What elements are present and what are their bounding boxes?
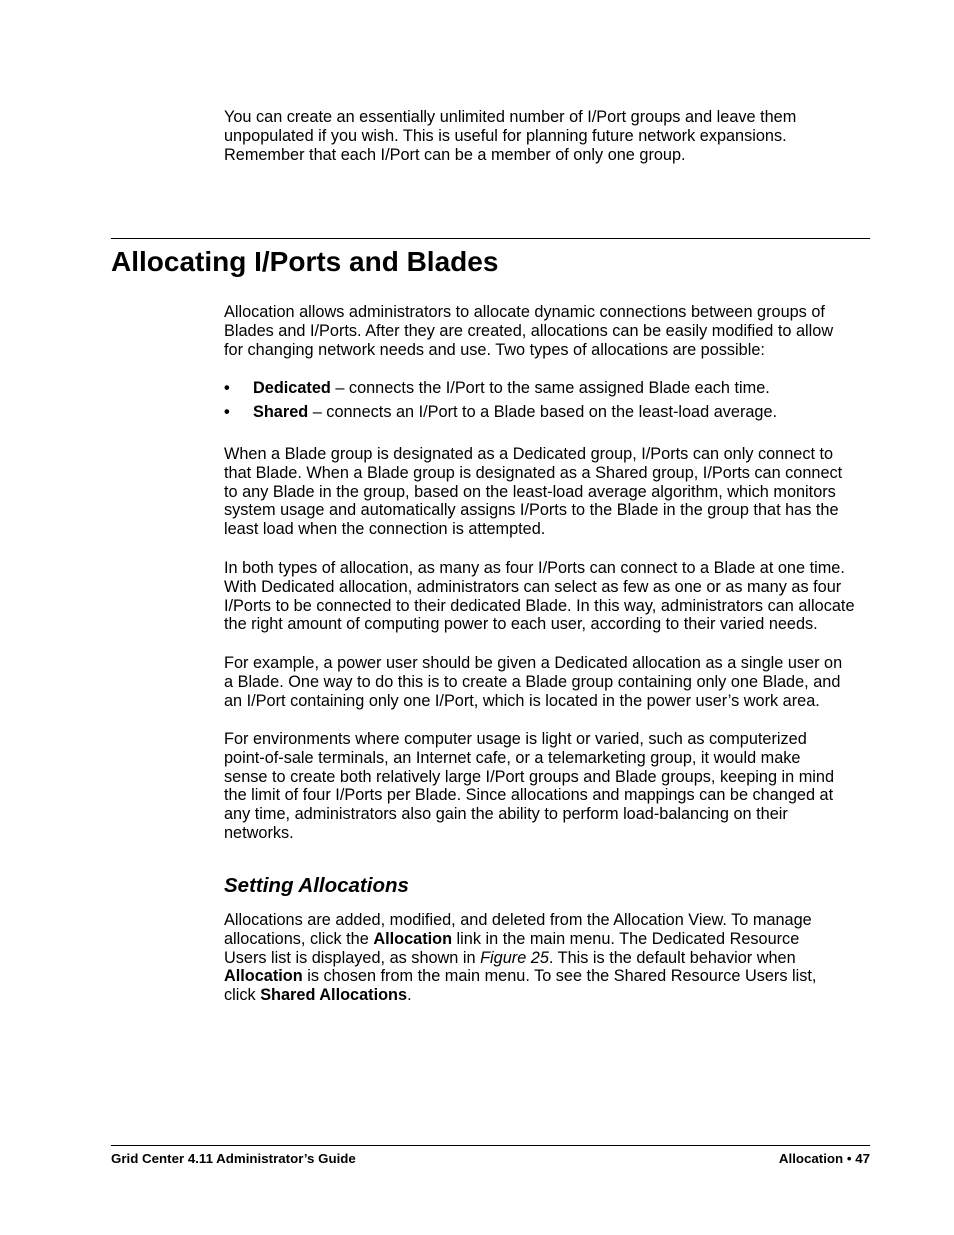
- text-run: link in the main menu. The Dedicated Resource: [452, 929, 800, 948]
- text-line: point-of-sale terminals, an Internet cafe, or a telemarketing group, it would make: [224, 748, 801, 767]
- both-types-paragraph: [224, 559, 872, 634]
- section-heading: Allocating I/Ports and Blades: [111, 246, 499, 277]
- allocation-term: Allocation: [224, 967, 303, 986]
- text-line: system usage and automatically assigns I/Ports to the Blade in the group that has the: [224, 501, 839, 520]
- text-line: Allocation allows administrators to allocate dynamic connections between groups of: [224, 303, 825, 321]
- text-line: any time, administrators also gain the ability to perform load-balancing on their: [224, 805, 788, 824]
- text-line: [224, 967, 872, 986]
- text-line: For example, a power user should be given a Dedicated allocation as a single user on: [224, 654, 843, 672]
- text-line: [224, 930, 872, 949]
- text-run: click: [224, 986, 261, 1005]
- shared-allocations-term: Shared Allocations: [260, 986, 408, 1005]
- text-line: networks.: [224, 823, 294, 842]
- text-line: to any Blade in the group, based on the least-load average algorithm, which monitors: [224, 482, 836, 501]
- text-line: [224, 986, 872, 1005]
- intro-line: unpopulated if you wish. This is useful for planning future network expansions.: [224, 126, 787, 145]
- bullet-marker: •: [224, 379, 230, 397]
- text-line: [224, 949, 872, 968]
- text-line: an I/Port containing only one I/Port, which is located in the power user’s work area.: [224, 691, 820, 710]
- intro-paragraph: [224, 108, 872, 164]
- bullet-term: Shared: [253, 403, 309, 421]
- text-line: a Blade. One way to do this is to create a Blade group containing only one Blade, and: [224, 672, 841, 691]
- footer-guide-title: Grid Center 4.11 Administrator’s Guide: [111, 1151, 356, 1166]
- group-paragraph: [224, 445, 872, 539]
- intro-line: Remember that each I/Port can be a member of only one group.: [224, 145, 686, 164]
- bullet-term: Dedicated: [253, 379, 331, 397]
- bullet-rest: – connects the I/Port to the same assigned Blade each time.: [330, 379, 770, 397]
- text-run: allocations, click the: [224, 929, 374, 948]
- allocation-paragraph: [224, 303, 872, 359]
- text-line: I/Ports to be connected to their dedicated Blade. In this way, administrators can allocate: [224, 596, 855, 615]
- text-run: is chosen from the main menu. To see the Shared Resource Users list,: [302, 967, 817, 986]
- text-line: Allocations are added, modified, and deleted from the Allocation View. To manage: [224, 911, 812, 929]
- text-line: sense to create both relatively large I/Port groups and Blade groups, keeping in mind: [224, 767, 835, 786]
- example-paragraph: [224, 654, 872, 710]
- allocation-link-term: Allocation: [373, 929, 453, 948]
- text-line: the limit of four I/Ports per Blade. Since allocations and mappings can be changed at: [224, 786, 834, 805]
- text-line: Blades and I/Ports. After they are created, allocations can be easily modified to allow: [224, 321, 834, 340]
- figure-reference: Figure 25: [480, 948, 549, 967]
- text-line: For environments where computer usage is light or varied, such as computerized: [224, 730, 807, 748]
- text-line: With Dedicated allocation, administrators can select as few as one or as many as four: [224, 577, 842, 596]
- text-line: the right amount of computing power to each user, according to their varied needs.: [224, 615, 818, 634]
- text-line: In both types of allocation, as many as four I/Ports can connect to a Blade at one time.: [224, 559, 845, 577]
- setting-allocations-paragraph: [224, 911, 872, 1005]
- text-run: . This is the default behavior when: [548, 948, 796, 967]
- footer-page-label: Allocation • 47: [778, 1151, 870, 1166]
- text-run: Users list is displayed, as shown in: [224, 948, 481, 967]
- environments-paragraph: [224, 730, 872, 843]
- text-line: When a Blade group is designated as a Dedicated group, I/Ports can only connect to: [224, 445, 834, 463]
- text-line: for changing network needs and use. Two types of allocations are possible:: [224, 340, 765, 359]
- text-line: least load when the connection is attempted.: [224, 520, 546, 539]
- bullet-marker: •: [224, 403, 230, 421]
- intro-line: You can create an essentially unlimited number of I/Port groups and leave them: [224, 108, 797, 126]
- bullet-text: [253, 403, 777, 422]
- subsection-heading: Setting Allocations: [224, 874, 409, 897]
- text-run: .: [407, 986, 412, 1005]
- footer-rule: [111, 1145, 870, 1146]
- bullet-text: [253, 379, 770, 398]
- section-rule: [111, 238, 870, 239]
- text-line: that Blade. When a Blade group is designated as a Shared group, I/Ports can connect: [224, 463, 843, 482]
- bullet-rest: – connects an I/Port to a Blade based on the least-load average.: [308, 403, 778, 421]
